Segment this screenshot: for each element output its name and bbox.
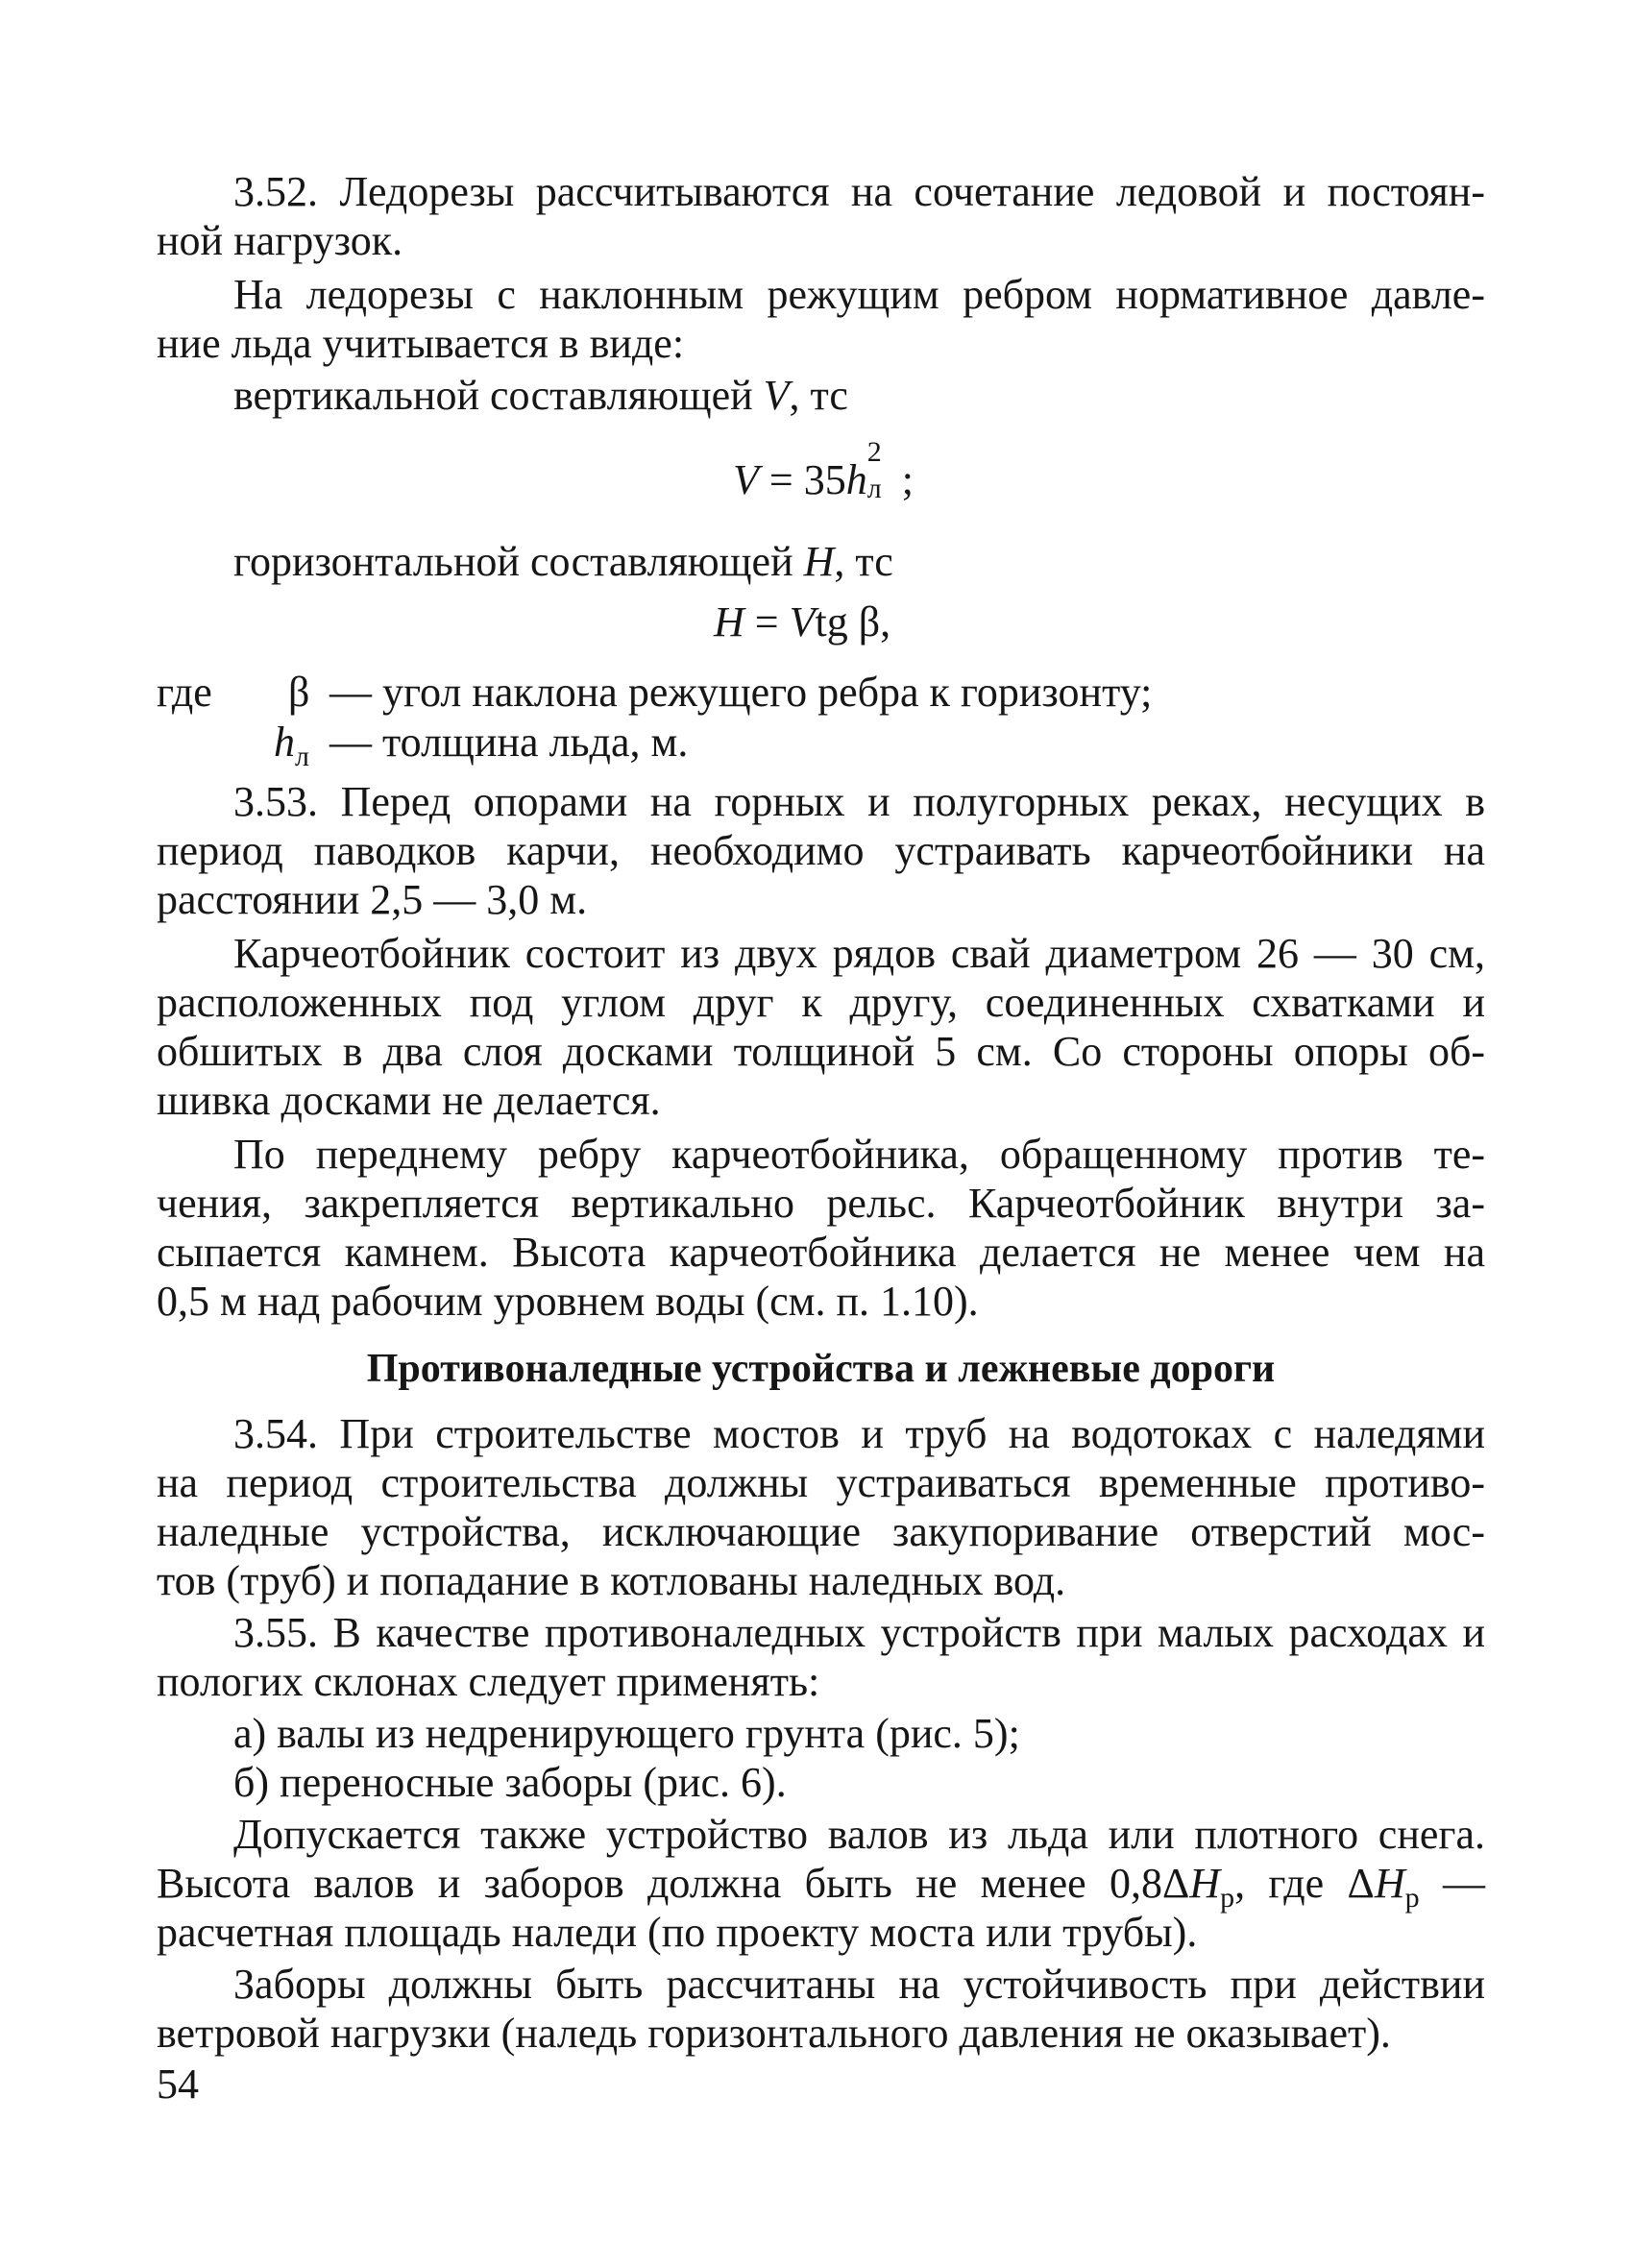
text-line: 3.55. В качестве противоналедных устройств при малых расходах и — [233, 1609, 1485, 1656]
text-line: 3.54. При строительстве мостов и труб на водотоках с наледями — [233, 1410, 1485, 1457]
unit: , тс — [789, 372, 848, 419]
text-line — [233, 538, 893, 586]
text-line: расположенных под углом друг к другу, соединенных схватками и — [157, 979, 1485, 1026]
text-line: ной нагрузок. — [157, 217, 403, 264]
text-line: Заборы должны быть рассчитаны на устойчивость при действии — [233, 1961, 1485, 2008]
text-line: чения, закрепляется вертикально рельс. Карчеотбойник внутри за- — [157, 1180, 1485, 1227]
definition-symbol: β — [288, 669, 310, 716]
horizontal-component-label: горизонтальной составляющей — [233, 538, 793, 585]
text-line: период паводков карчи, необходимо устраивать карчеотбойники на — [157, 827, 1485, 874]
text-line: Допускается также устройство валов из льда или плотного снега. — [233, 1811, 1485, 1858]
where-label: где — [157, 669, 212, 716]
formula-h: H = Vtg β, — [714, 598, 891, 646]
text-line: обшитых в два слоя досками толщиной 5 см. Со стороны опоры об- — [157, 1028, 1485, 1075]
text-line: шивка досками не делается. — [157, 1077, 661, 1124]
text-line: Карчеотбойник состоит из двух рядов свай диаметром 26 — 30 см, — [233, 930, 1485, 977]
definition-text: — угол наклона режущего ребра к горизонту; — [329, 669, 1153, 716]
section-heading: Противоналедные устройства и лежневые дороги — [366, 1347, 1276, 1391]
definition-symbol: $h_л$ — [274, 719, 309, 772]
text-line: На ледорезы с наклонным режущим ребром нормативное давле- — [233, 271, 1485, 318]
text-line: 0,5 м над рабочим уровнем воды (см. п. 1.10). — [157, 1278, 979, 1325]
text-line: ние льда учитывается в виде: — [157, 320, 685, 367]
variable-v: V — [763, 372, 790, 419]
list-item: б) переносные заборы (рис. 6). — [233, 1759, 787, 1806]
text-line: сыпается камнем. Высота карчеотбойника делается не менее чем на — [157, 1229, 1485, 1276]
text-line: 3.53. Перед опорами на горных и полугорных реках, несущих в — [233, 778, 1485, 825]
text-line — [233, 372, 848, 420]
text-line: расчетная площадь наледи (по проекту моста или трубы). — [157, 1909, 1198, 1956]
text-line: Высота валов и заборов должна быть не менее $0,8\Delta H_р$, где $\Delta H_р$ — — [157, 1860, 1485, 1914]
text-line: По переднему ребру карчеотбойника, обращенному против те- — [233, 1131, 1485, 1178]
formula-v: V = 35h 2 л ; — [733, 436, 914, 504]
text-line: 3.52. Ледорезы рассчитываются на сочетание ледовой и постоян- — [233, 168, 1485, 215]
text-line: на период строительства должны устраиваться временные противо- — [157, 1459, 1485, 1506]
text-line: расстоянии 2,5 — 3,0 м. — [157, 876, 588, 923]
text-line: пологих склонах следует применять: — [157, 1658, 820, 1705]
text-line: ветровой нагрузки (наледь горизонтального давления не оказывает). — [157, 2010, 1391, 2057]
unit: , тс — [834, 538, 893, 585]
definition-text: — толщина льда, м. — [329, 719, 689, 766]
page-number: 54 — [157, 2061, 199, 2108]
text-line: тов (труб) и попадание в котлованы наледных вод. — [157, 1557, 1066, 1604]
vertical-component-label: вертикальной составляющей — [233, 372, 753, 419]
list-item: а) валы из недренирующего грунта (рис. 5); — [233, 1710, 1020, 1757]
text-line: наледные устройства, исключающие закупоривание отверстий мос- — [157, 1508, 1485, 1555]
variable-h: H — [803, 538, 835, 585]
